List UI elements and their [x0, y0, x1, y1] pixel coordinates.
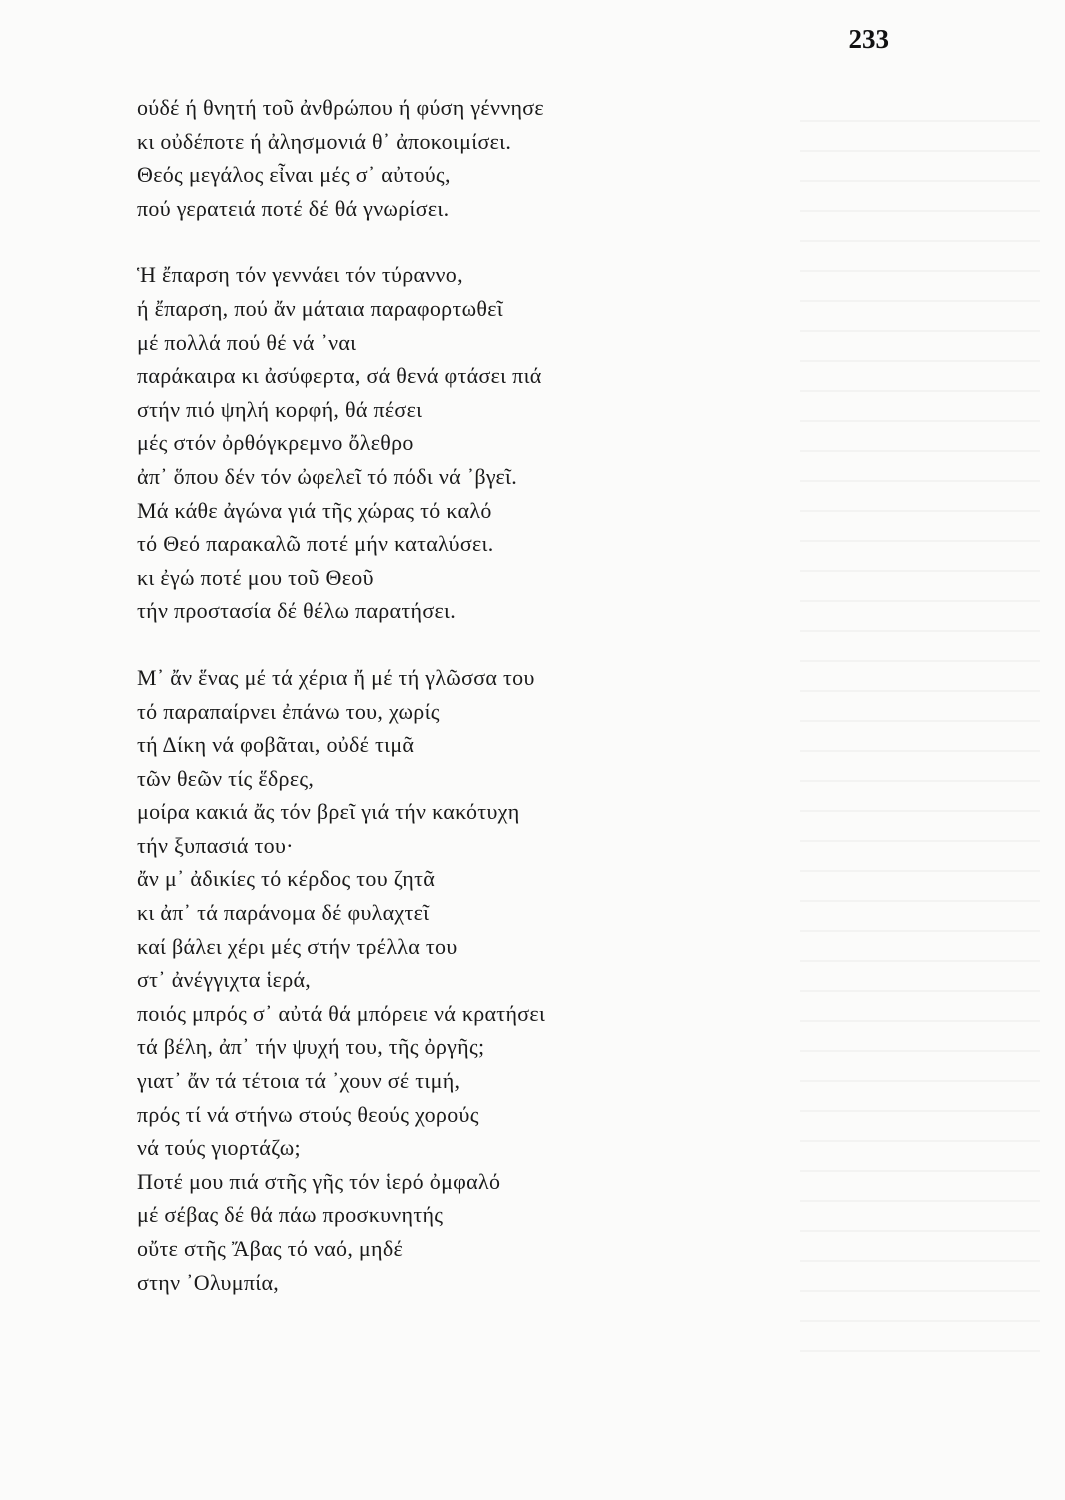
- verse-line: πού γερατειά ποτέ δέ θά γνωρίσει.: [137, 195, 450, 221]
- verse-line: τῶν θεῶν τίς ἕδρες,: [137, 765, 315, 791]
- verse-line: τό Θεό παρακαλῶ ποτέ μήν καταλύσει.: [137, 531, 494, 557]
- verse-line: ἄν μ᾿ ἀδικίες τό κέρδος του ζητᾶ: [137, 866, 436, 892]
- verse-line: τά βέλη, ἀπ᾿ τήν ψυχή του, τῆς ὀργῆς;: [137, 1034, 485, 1060]
- verse-line: κι οὐδέποτε ή ἀλησμονιά θ᾿ ἀποκοιμίσει.: [137, 128, 512, 154]
- poem-text: [137, 91, 757, 1299]
- verse-line: ούδέ ή θνητή τοῦ ἀνθρώπου ή φύση γέννησε: [137, 95, 544, 120]
- verse-line: κι ἐγώ ποτέ μου τοῦ Θεοῦ: [137, 564, 374, 590]
- verse-line: νά τούς γιορτάζω;: [137, 1135, 301, 1161]
- verse-line: Μ᾿ ἄν ἕνας μέ τά χέρια ἤ μέ τή γλῶσσα του: [137, 664, 535, 690]
- verse-line: Μά κάθε ἀγώνα γιά τῆς χώρας τό καλό: [137, 497, 492, 523]
- verse-line: οὔτε στῆς Ἄβας τό ναό, μηδέ: [137, 1236, 404, 1261]
- verse-line: γιατ᾿ ἄν τά τέτοια τά ᾿χουν σέ τιμή,: [137, 1068, 461, 1094]
- stanza-1: [137, 91, 757, 225]
- verse-line: τή Δίκη νά φοβᾶται, οὐδέ τιμᾶ: [137, 732, 415, 758]
- verse-line: μές στόν ὀρθόγκρεμνο ὄλεθρο: [137, 430, 414, 456]
- verse-line: μέ πολλά πού θέ νά ᾿ναι: [137, 329, 357, 355]
- show-through-text: [800, 100, 1040, 1360]
- verse-line: καί βάλει χέρι μές στήν τρέλλα του: [137, 933, 458, 959]
- verse-line: μέ σέβας δέ θά πάω προσκυνητής: [137, 1202, 444, 1228]
- verse-line: τήν ξυπασιά του·: [137, 832, 294, 858]
- verse-line: στ᾿ ἀνέγγιχτα ἱερά,: [137, 967, 312, 993]
- verse-line: τήν προστασία δέ θέλω παρατήσει.: [137, 598, 457, 624]
- verse-line: στήν πιό ψηλή κορφή, θά πέσει: [137, 396, 423, 422]
- verse-line: ή ἔπαρση, πού ἄν μάταια παραφορτωθεῖ: [137, 295, 503, 321]
- verse-line: πρός τί νά στήνω στούς θεούς χορούς: [137, 1101, 479, 1127]
- verse-line: παράκαιρα κι ἀσύφερτα, σά θενά φτάσει πιά: [137, 363, 542, 389]
- stanza-2: [137, 258, 757, 628]
- verse-line: ἀπ᾿ ὅπου δέν τόν ὠφελεῖ τό πόδι νά ᾿βγεῖ.: [137, 463, 518, 489]
- verse-line: μοίρα κακιά ἄς τόν βρεῖ γιά τήν κακότυχη: [137, 799, 520, 825]
- verse-line: τό παραπαίρνει ἐπάνω του, χωρίς: [137, 698, 440, 724]
- verse-line: Ἡ ἔπαρση τόν γεννάει τόν τύραννο,: [137, 262, 463, 288]
- stanza-3: [137, 661, 757, 1299]
- verse-line: Ποτέ μου πιά στῆς γῆς τόν ἱερό ὀμφαλό: [137, 1168, 501, 1194]
- verse-line: ποιός μπρός σ᾿ αὐτά θά μπόρειε νά κρατήσει: [137, 1000, 546, 1026]
- verse-line: στην ᾿Ολυμπία,: [137, 1269, 280, 1295]
- verse-line: κι ἀπ᾿ τά παράνομα δέ φυλαχτεῖ: [137, 900, 430, 926]
- page-number: 233: [848, 24, 889, 54]
- verse-line: Θεός μεγάλος εἶναι μές σ᾿ αὐτούς,: [137, 162, 451, 188]
